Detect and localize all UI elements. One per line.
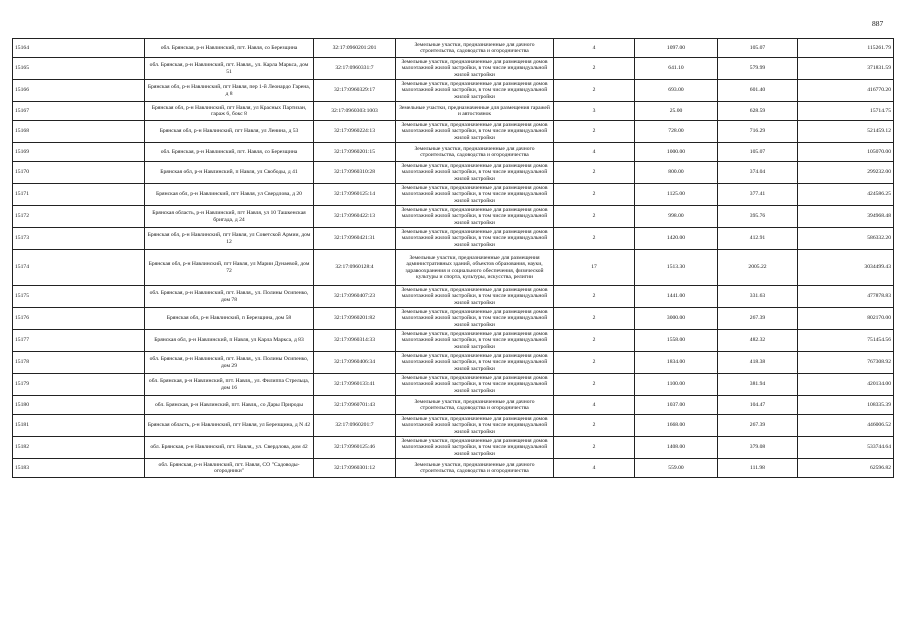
specific-value-cell: 379.08: [718, 437, 798, 459]
table-row: [13, 396, 894, 415]
address-cell: Брянская обл, р-н Навлинский, пгт Навля, ул Марии Дунаевой, дом 72: [145, 250, 314, 286]
specific-value-cell: 104.47: [718, 396, 798, 415]
cadastral-value-table: [12, 38, 894, 478]
cadastral-number-cell: 32:17:0960406:34: [314, 352, 396, 374]
table-row: [13, 228, 894, 250]
specific-value-cell: 601.40: [718, 80, 798, 102]
category-cell: 2: [554, 374, 635, 396]
category-cell: 2: [554, 184, 635, 206]
specific-value-cell: 267.39: [718, 308, 798, 330]
address-cell: Брянская область, р-н Навлинский, пгт Навля, ул 10 Ташкенская бригада, д 24: [145, 206, 314, 228]
category-cell: 2: [554, 206, 635, 228]
specific-value-cell: 377.41: [718, 184, 798, 206]
row-number: 15183: [13, 459, 145, 478]
area-cell: 1668.00: [635, 415, 718, 437]
address-cell: Брянская обл, р-н Навлинский, п Навля, ул Свободы, д 41: [145, 162, 314, 184]
table-row: [13, 121, 894, 143]
row-number: 15174: [13, 250, 145, 286]
category-cell: 3: [554, 102, 635, 121]
specific-value-cell: 412.91: [718, 228, 798, 250]
cadastral-number-cell: 32:17:0960407:23: [314, 286, 396, 308]
land-use-cell: Земельные участки, предназначенные для размещения административных зданий, объектов образования, науки, здравоохранения и социального обеспечения, физической культуры и спорта, культуры, искусства, религии: [396, 250, 554, 286]
table-row: [13, 58, 894, 80]
category-cell: 2: [554, 58, 635, 80]
category-cell: 17: [554, 250, 635, 286]
category-cell: 2: [554, 121, 635, 143]
area-cell: 25.00: [635, 102, 718, 121]
cadastral-number-cell: 32:17:0960421:31: [314, 228, 396, 250]
cadastral-number-cell: 32:17:0960125:46: [314, 437, 396, 459]
address-cell: обл. Брянская, р-н Навлинский, пгт. Навля, со Березщина: [145, 39, 314, 58]
row-number: 15182: [13, 437, 145, 459]
category-cell: 2: [554, 437, 635, 459]
cadastral-value-cell: 424586.25: [798, 184, 894, 206]
cadastral-value-cell: 3034499.43: [798, 250, 894, 286]
land-use-cell: Земельные участки, предназначенные для размещения домов малоэтажной жилой застройки, в том числе индивидуальной жилой застройки: [396, 437, 554, 459]
land-use-cell: Земельные участки, предназначенные для размещения домов малоэтажной жилой застройки, в том числе индивидуальной жилой застройки: [396, 58, 554, 80]
table-row: [13, 162, 894, 184]
table-row: [13, 415, 894, 437]
cadastral-number-cell: 32:17:0960422:13: [314, 206, 396, 228]
address-cell: обл. Брянская, р-н Навлинский, пгт. Навля,, ул. Свердлова, дом 42: [145, 437, 314, 459]
land-use-cell: Земельные участки, предназначенные для размещения домов малоэтажной жилой застройки, в том числе индивидуальной жилой застройки: [396, 374, 554, 396]
cadastral-value-cell: 105070.00: [798, 143, 894, 162]
land-use-cell: Земельные участки, предназначенные для размещения домов малоэтажной жилой застройки, в том числе индивидуальной жилой застройки: [396, 286, 554, 308]
land-use-cell: Земельные участки, предназначенные для дачного строительства, садоводства и огородничества: [396, 143, 554, 162]
area-cell: 1408.00: [635, 437, 718, 459]
category-cell: 4: [554, 459, 635, 478]
cadastral-value-cell: 477878.83: [798, 286, 894, 308]
table-row: [13, 308, 894, 330]
category-cell: 2: [554, 162, 635, 184]
cadastral-number-cell: 32:17:0960310:28: [314, 162, 396, 184]
area-cell: 1441.00: [635, 286, 718, 308]
row-number: 15169: [13, 143, 145, 162]
row-number: 15176: [13, 308, 145, 330]
cadastral-value-cell: 108335.39: [798, 396, 894, 415]
address-cell: Брянская обл, р-н Навлинский, пгт Навля, ул Свердлова, д 20: [145, 184, 314, 206]
address-cell: Брянская обл, р-н Навлинский, пгт Навля, пер 1-й Леонардо Гарена, д 8: [145, 80, 314, 102]
land-use-cell: Земельные участки, предназначенные для размещения домов малоэтажной жилой застройки, в том числе индивидуальной жилой застройки: [396, 415, 554, 437]
cadastral-value-cell: 15714.75: [798, 102, 894, 121]
table-row: [13, 286, 894, 308]
area-cell: 641.10: [635, 58, 718, 80]
table-row: [13, 330, 894, 352]
cadastral-number-cell: 32:17:0960701:43: [314, 396, 396, 415]
address-cell: Брянская обл, р-н Навлинский, пгт Навля, ул Ленина, д 53: [145, 121, 314, 143]
cadastral-number-cell: 32:17:0960329:17: [314, 80, 396, 102]
table-row: [13, 374, 894, 396]
category-cell: 2: [554, 330, 635, 352]
table-row: [13, 206, 894, 228]
category-cell: 2: [554, 286, 635, 308]
table-row: [13, 80, 894, 102]
land-use-cell: Земельные участки, предназначенные для размещения домов малоэтажной жилой застройки, в том числе индивидуальной жилой застройки: [396, 308, 554, 330]
cadastral-value-cell: 371831.59: [798, 58, 894, 80]
row-number: 15170: [13, 162, 145, 184]
category-cell: 2: [554, 80, 635, 102]
address-cell: обл. Брянская, р-н Навлинский, пгт. Навля, со Березщина: [145, 143, 314, 162]
address-cell: обл. Брянская, р-н Навлинский, пгт. Навля,, ул. Полины Осипенко, дом 29: [145, 352, 314, 374]
cadastral-value-cell: 521459.12: [798, 121, 894, 143]
cadastral-number-cell: 32:17:0960301:12: [314, 459, 396, 478]
cadastral-number-cell: 32:17:0960128:4: [314, 250, 396, 286]
cadastral-number-cell: 32:17:0960224:13: [314, 121, 396, 143]
land-use-cell: Земельные участки, предназначенные для размещения гаражей и автостоянок: [396, 102, 554, 121]
cadastral-number-cell: 32:17:0960201:82: [314, 308, 396, 330]
area-cell: 1100.00: [635, 374, 718, 396]
area-cell: 1513.30: [635, 250, 718, 286]
specific-value-cell: 381.94: [718, 374, 798, 396]
cadastral-value-cell: 420134.00: [798, 374, 894, 396]
specific-value-cell: 105.07: [718, 143, 798, 162]
specific-value-cell: 331.63: [718, 286, 798, 308]
land-use-cell: Земельные участки, предназначенные для размещения домов малоэтажной жилой застройки, в том числе индивидуальной жилой застройки: [396, 80, 554, 102]
table-row: [13, 143, 894, 162]
cadastral-number-cell: 32:17:0960314:33: [314, 330, 396, 352]
row-number: 15171: [13, 184, 145, 206]
address-cell: обл. Брянская, р-н Навлинский, пгт. Навля,, ул. Филиппа Стрельца, дом 16: [145, 374, 314, 396]
table-row: [13, 352, 894, 374]
specific-value-cell: 628.59: [718, 102, 798, 121]
row-number: 15172: [13, 206, 145, 228]
area-cell: 693.00: [635, 80, 718, 102]
category-cell: 4: [554, 39, 635, 58]
cadastral-number-cell: 32:17:0960201:15: [314, 143, 396, 162]
specific-value-cell: 418.38: [718, 352, 798, 374]
area-cell: 1834.00: [635, 352, 718, 374]
specific-value-cell: 579.99: [718, 58, 798, 80]
table-row: [13, 459, 894, 478]
address-cell: Брянская обл, р-н Навлинский, п Березщина, дом 58: [145, 308, 314, 330]
area-cell: 1420.00: [635, 228, 718, 250]
specific-value-cell: 395.76: [718, 206, 798, 228]
category-cell: 2: [554, 308, 635, 330]
address-cell: обл. Брянская, р-н Навлинский, пгт. Навля,, ул. Карла Маркса, дом 51: [145, 58, 314, 80]
specific-value-cell: 267.39: [718, 415, 798, 437]
cadastral-value-cell: 533744.64: [798, 437, 894, 459]
row-number: 15164: [13, 39, 145, 58]
land-use-cell: Земельные участки, предназначенные для дачного строительства, садоводства и огородничества: [396, 39, 554, 58]
row-number: 15166: [13, 80, 145, 102]
row-number: 15177: [13, 330, 145, 352]
cadastral-value-cell: 394968.48: [798, 206, 894, 228]
cadastral-number-cell: 32:17:0960201:201: [314, 39, 396, 58]
table-row: [13, 437, 894, 459]
cadastral-value-cell: 767308.92: [798, 352, 894, 374]
land-use-cell: Земельные участки, предназначенные для размещения домов малоэтажной жилой застройки, в том числе индивидуальной жилой застройки: [396, 352, 554, 374]
cadastral-number-cell: 32:17:0960331:7: [314, 58, 396, 80]
area-cell: 559.00: [635, 459, 718, 478]
table-row: [13, 250, 894, 286]
land-use-cell: Земельные участки, предназначенные для дачного строительства, садоводства и огородничества: [396, 459, 554, 478]
address-cell: Брянская область, р-н Навлинский, пгт Навля, ул Березщина, д N 42: [145, 415, 314, 437]
specific-value-cell: 111.98: [718, 459, 798, 478]
category-cell: 2: [554, 352, 635, 374]
cadastral-value-cell: 62596.82: [798, 459, 894, 478]
land-use-cell: Земельные участки, предназначенные для размещения домов малоэтажной жилой застройки, в том числе индивидуальной жилой застройки: [396, 330, 554, 352]
cadastral-value-cell: 446006.52: [798, 415, 894, 437]
row-number: 15181: [13, 415, 145, 437]
cadastral-value-cell: 299232.00: [798, 162, 894, 184]
area-cell: 1558.00: [635, 330, 718, 352]
land-use-cell: Земельные участки, предназначенные для размещения домов малоэтажной жилой застройки, в том числе индивидуальной жилой застройки: [396, 184, 554, 206]
cadastral-number-cell: 32:17:0960303:1003: [314, 102, 396, 121]
land-use-cell: Земельные участки, предназначенные для дачного строительства, садоводства и огородничества: [396, 396, 554, 415]
row-number: 15167: [13, 102, 145, 121]
land-use-cell: Земельные участки, предназначенные для размещения домов малоэтажной жилой застройки, в том числе индивидуальной жилой застройки: [396, 121, 554, 143]
land-use-cell: Земельные участки, предназначенные для размещения домов малоэтажной жилой застройки, в том числе индивидуальной жилой застройки: [396, 206, 554, 228]
area-cell: 800.00: [635, 162, 718, 184]
category-cell: 4: [554, 143, 635, 162]
row-number: 15178: [13, 352, 145, 374]
address-cell: Брянская обл, р-н Навлинский, пгт Навля, ул Советской Армии, дом 12: [145, 228, 314, 250]
row-number: 15165: [13, 58, 145, 80]
table-body: [13, 39, 894, 478]
cadastral-value-cell: 115261.79: [798, 39, 894, 58]
address-cell: обл. Брянская, р-н Навлинский, пгт. Навля,, ул. Полины Осипенко, дом 78: [145, 286, 314, 308]
address-cell: Брянская обл, р-н Навлинский, пгт Навля, ул Красных Партизан, гараж 6, бокс 8: [145, 102, 314, 121]
row-number: 15179: [13, 374, 145, 396]
land-use-cell: Земельные участки, предназначенные для размещения домов малоэтажной жилой застройки, в том числе индивидуальной жилой застройки: [396, 162, 554, 184]
area-cell: 1037.00: [635, 396, 718, 415]
cadastral-value-cell: 802170.00: [798, 308, 894, 330]
cadastral-value-cell: 416770.20: [798, 80, 894, 102]
cadastral-number-cell: 32:17:0960201:7: [314, 415, 396, 437]
table-row: [13, 39, 894, 58]
category-cell: 4: [554, 396, 635, 415]
specific-value-cell: 105.07: [718, 39, 798, 58]
specific-value-cell: 2005.22: [718, 250, 798, 286]
page-number: 887: [872, 19, 884, 28]
row-number: 15175: [13, 286, 145, 308]
address-cell: обл. Брянская, р-н Навлинский, пгт. Навля, СО "Садоводы-огородники": [145, 459, 314, 478]
category-cell: 2: [554, 228, 635, 250]
specific-value-cell: 716.29: [718, 121, 798, 143]
cadastral-value-cell: 751454.56: [798, 330, 894, 352]
land-use-cell: Земельные участки, предназначенные для размещения домов малоэтажной жилой застройки, в том числе индивидуальной жилой застройки: [396, 228, 554, 250]
address-cell: Брянская обл, р-н Навлинский, п Навля, ул Карла Маркса, д 83: [145, 330, 314, 352]
area-cell: 998.00: [635, 206, 718, 228]
area-cell: 1125.00: [635, 184, 718, 206]
area-cell: 1000.00: [635, 143, 718, 162]
cadastral-number-cell: 32:17:0960133:41: [314, 374, 396, 396]
row-number: 15173: [13, 228, 145, 250]
specific-value-cell: 374.04: [718, 162, 798, 184]
row-number: 15168: [13, 121, 145, 143]
address-cell: обл. Брянская, р-н Навлинский, пгт. Навля,, со Дары Природы: [145, 396, 314, 415]
table-row: [13, 102, 894, 121]
specific-value-cell: 482.32: [718, 330, 798, 352]
area-cell: 728.00: [635, 121, 718, 143]
cadastral-number-cell: 32:17:0960125:14: [314, 184, 396, 206]
table-row: [13, 184, 894, 206]
area-cell: 3000.00: [635, 308, 718, 330]
row-number: 15180: [13, 396, 145, 415]
area-cell: 1097.00: [635, 39, 718, 58]
category-cell: 2: [554, 415, 635, 437]
cadastral-value-cell: 586332.20: [798, 228, 894, 250]
